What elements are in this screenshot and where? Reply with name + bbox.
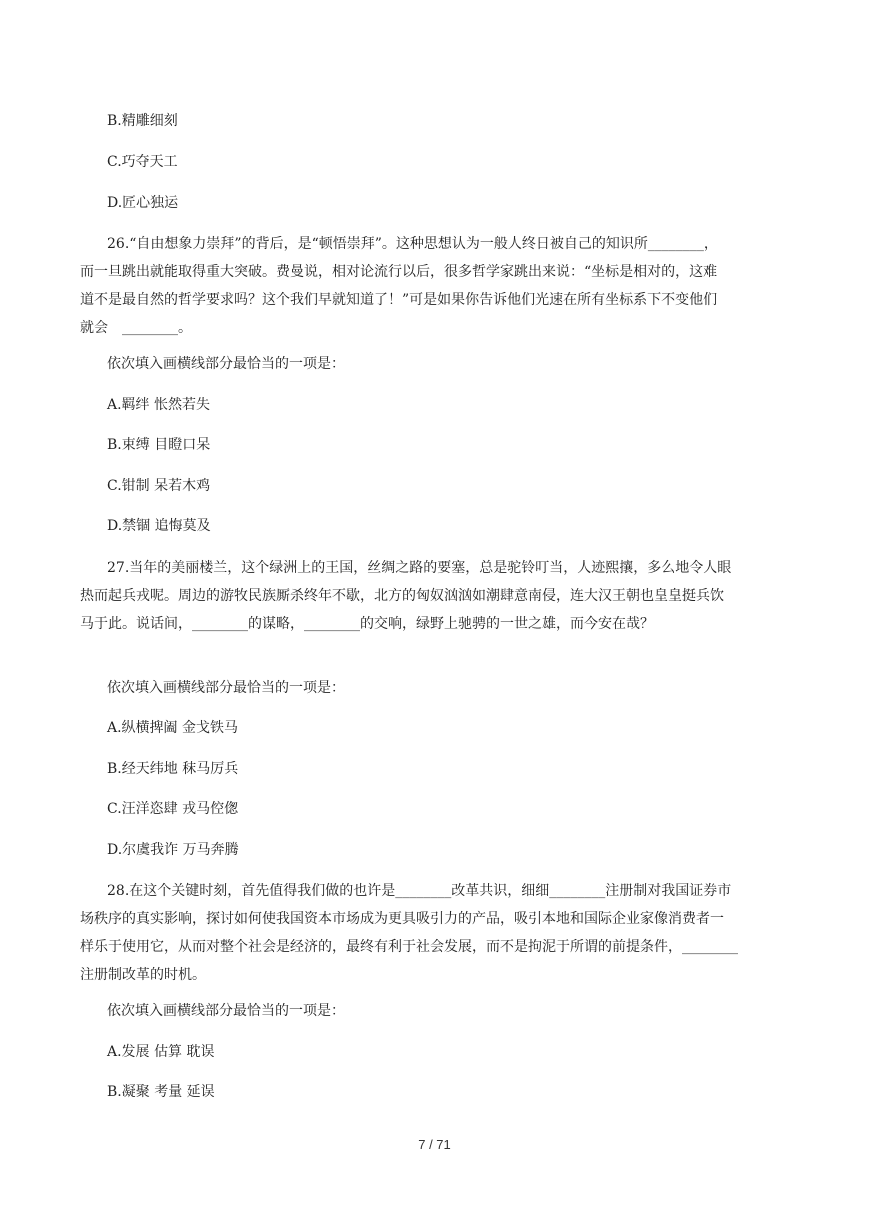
q25-option-c: C.巧夺天工 [107, 154, 178, 170]
page-number: 7 / 71 [418, 1137, 451, 1152]
q27-option-b: B.经天纬地 秣马厉兵 [107, 761, 239, 777]
q26-option-c: C.钳制 呆若木鸡 [107, 478, 211, 494]
q27-question-text [80, 554, 792, 638]
q27-line: 热而起兵戎呢。周边的游牧民族厮杀终年不歇，北方的匈奴汹汹如潮肆意南侵，连大汉王朝也皇皇挺兵饮 [80, 588, 724, 604]
q28-line: 场秩序的真实影响，探讨如何使我国资本市场成为更具吸引力的产品，吸引本地和国际企业家像消费者一 [80, 911, 724, 927]
q28-line: 28.在这个关键时刻，首先值得我们做的也许是________改革共识，细细________注册制对我国证券市 [107, 883, 732, 899]
q26-line: 道不是最自然的哲学要求吗？这个我们早就知道了！”可是如果你告诉他们光速在所有坐标系下不变他们 [80, 292, 718, 308]
q26-option-d: D.禁锢 追悔莫及 [107, 518, 211, 534]
q27-line: 27.当年的美丽楼兰，这个绿洲上的王国，丝绸之路的要塞，总是驼铃叮当，人迹熙攘，多么地令人眼 [107, 560, 732, 576]
q28-question-text [80, 877, 792, 989]
q28-option-a: A.发展 估算 耽误 [107, 1044, 215, 1060]
q26-option-a: A.羁绊 怅然若失 [107, 397, 211, 413]
q26-question-text [80, 230, 792, 342]
q28-line: 样乐于使用它，从而对整个社会是经济的，最终有利于社会发展，而不是拘泥于所谓的前提条件，________ [80, 939, 738, 955]
q26-line: 而一旦跳出就能取得重大突破。费曼说，相对论流行以后，很多哲学家跳出来说：“坐标是相对的，这难 [80, 264, 718, 280]
q26-line: 就会 ________。 [80, 320, 192, 336]
q27-line: 马于此。说话间，________的谋略，________的交响，绿野上驰骋的一世之雄，而今安在哉？ [80, 616, 654, 632]
q26-instruction: 依次填入画横线部分最恰当的一项是： [107, 356, 345, 372]
q27-instruction: 依次填入画横线部分最恰当的一项是： [107, 680, 345, 696]
q27-option-a: A.纵横捭阖 金戈铁马 [107, 720, 239, 736]
q28-option-b: B.凝聚 考量 延误 [107, 1084, 215, 1100]
q27-option-c: C.汪洋恣肆 戎马倥偬 [107, 801, 239, 817]
q28-instruction: 依次填入画横线部分最恰当的一项是： [107, 1003, 345, 1019]
q28-line: 注册制改革的时机。 [80, 967, 206, 983]
q27-option-d: D.尔虞我诈 万马奔腾 [107, 842, 239, 858]
q25-option-b: B.精雕细刻 [107, 113, 178, 129]
q26-line: 26.“自由想象力崇拜”的背后，是“顿悟崇拜”。这种思想认为一般人终日被自己的知识所________， [107, 236, 718, 252]
q25-option-d: D.匠心独运 [107, 195, 179, 211]
q26-option-b: B.束缚 目瞪口呆 [107, 437, 211, 453]
